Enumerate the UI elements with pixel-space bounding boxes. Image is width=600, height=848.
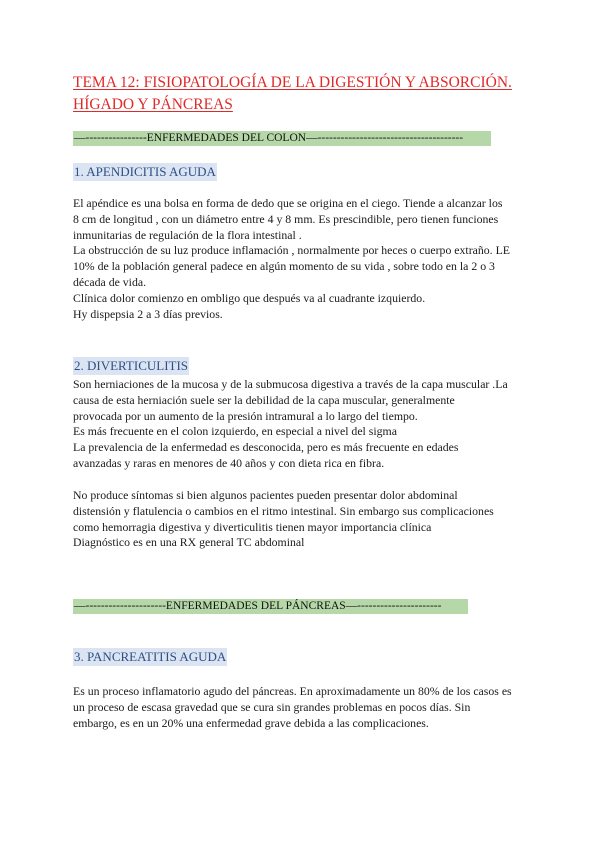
text-line: provocada por un aumento de la presión intramural a lo largo del tiempo. — [73, 408, 418, 423]
section-divider-colon: —----------------ENFERMEDADES DEL COLON—-------------------------------------- — [73, 131, 491, 146]
heading-diverticulitis: 2. DIVERTICULITIS — [74, 358, 189, 373]
text-line: un proceso de escasa gravedad que se cura sin grandes problemas en pocos días. Sin — [73, 699, 471, 714]
text-line: Diagnóstico es en una RX general TC abdominal — [73, 535, 305, 550]
text-line: Hy dispepsia 2 a 3 días previos. — [73, 306, 223, 321]
text-line: causa de esta herniación suele ser la debilidad de la capa muscular, generalmente — [73, 392, 455, 407]
paragraph-pancreatitis — [73, 684, 528, 731]
text-line: 8 cm de longitud , con un diámetro entre 4 y 8 mm. Es prescindible, pero tienen funciones — [73, 211, 499, 226]
section-divider-pancreas: —---------------------ENFERMEDADES DEL PÁNCREAS—---------------------- — [73, 599, 468, 614]
heading-pancreatitis: 3. PANCREATITIS AGUDA — [74, 649, 227, 664]
paragraph-diverticulitis-2 — [73, 488, 528, 551]
text-line: La obstrucción de su luz produce inflamación , normalmente por heces o cuerpo extraño. LE — [73, 243, 510, 258]
text-line: embargo, es en un 20% una enfermedad grave debida a las complicaciones. — [73, 715, 429, 730]
heading-apendicitis: 1. APENDICITIS AGUDA — [74, 164, 216, 179]
text-line: avanzadas y raras en menores de 40 años y con dieta rica en fibra. — [73, 455, 385, 470]
text-line: distensión y flatulencia o cambios en el ritmo intestinal. Sin embargo sus complicaciones — [73, 503, 494, 518]
text-line: Es un proceso inflamatorio agudo del páncreas. En aproximadamente un 80% de los casos es — [73, 684, 512, 698]
paragraph-apendicitis — [73, 196, 528, 322]
text-line: Clínica dolor comienzo en ombligo que después va al cuadrante izquierdo. — [73, 290, 426, 305]
text-line: Es más frecuente en el colon izquierdo, en especial a nivel del sigma — [73, 424, 397, 439]
text-line: La prevalencia de la enfermedad es desconocida, pero es más frecuente en edades — [73, 440, 459, 455]
text-line: No produce síntomas si bien algunos pacientes pueden presentar dolor abdominal — [73, 488, 458, 502]
text-line: década de vida. — [73, 274, 147, 289]
text-line: 10% de la población general padece en algún momento de su vida , sobre todo en la 2 o 3 — [73, 259, 495, 274]
text-line: El apéndice es una bolsa en forma de dedo que se origina en el ciego. Tiende a alcanzar los — [73, 196, 503, 210]
text-line: Son herniaciones de la mucosa y de la submucosa digestiva a través de la capa muscular .La — [73, 377, 508, 391]
text-line: como hemorragia digestiva y diverticulitis tienen mayor importancia clínica — [73, 519, 432, 534]
paragraph-diverticulitis-1 — [73, 377, 528, 472]
document-title: TEMA 12: FISIOPATOLOGÍA DE LA DIGESTIÓN Y ABSORCIÓN. HÍGADO Y PÁNCREAS — [73, 74, 512, 113]
text-line: inmunitarias de regulación de la flora intestinal . — [73, 227, 302, 242]
